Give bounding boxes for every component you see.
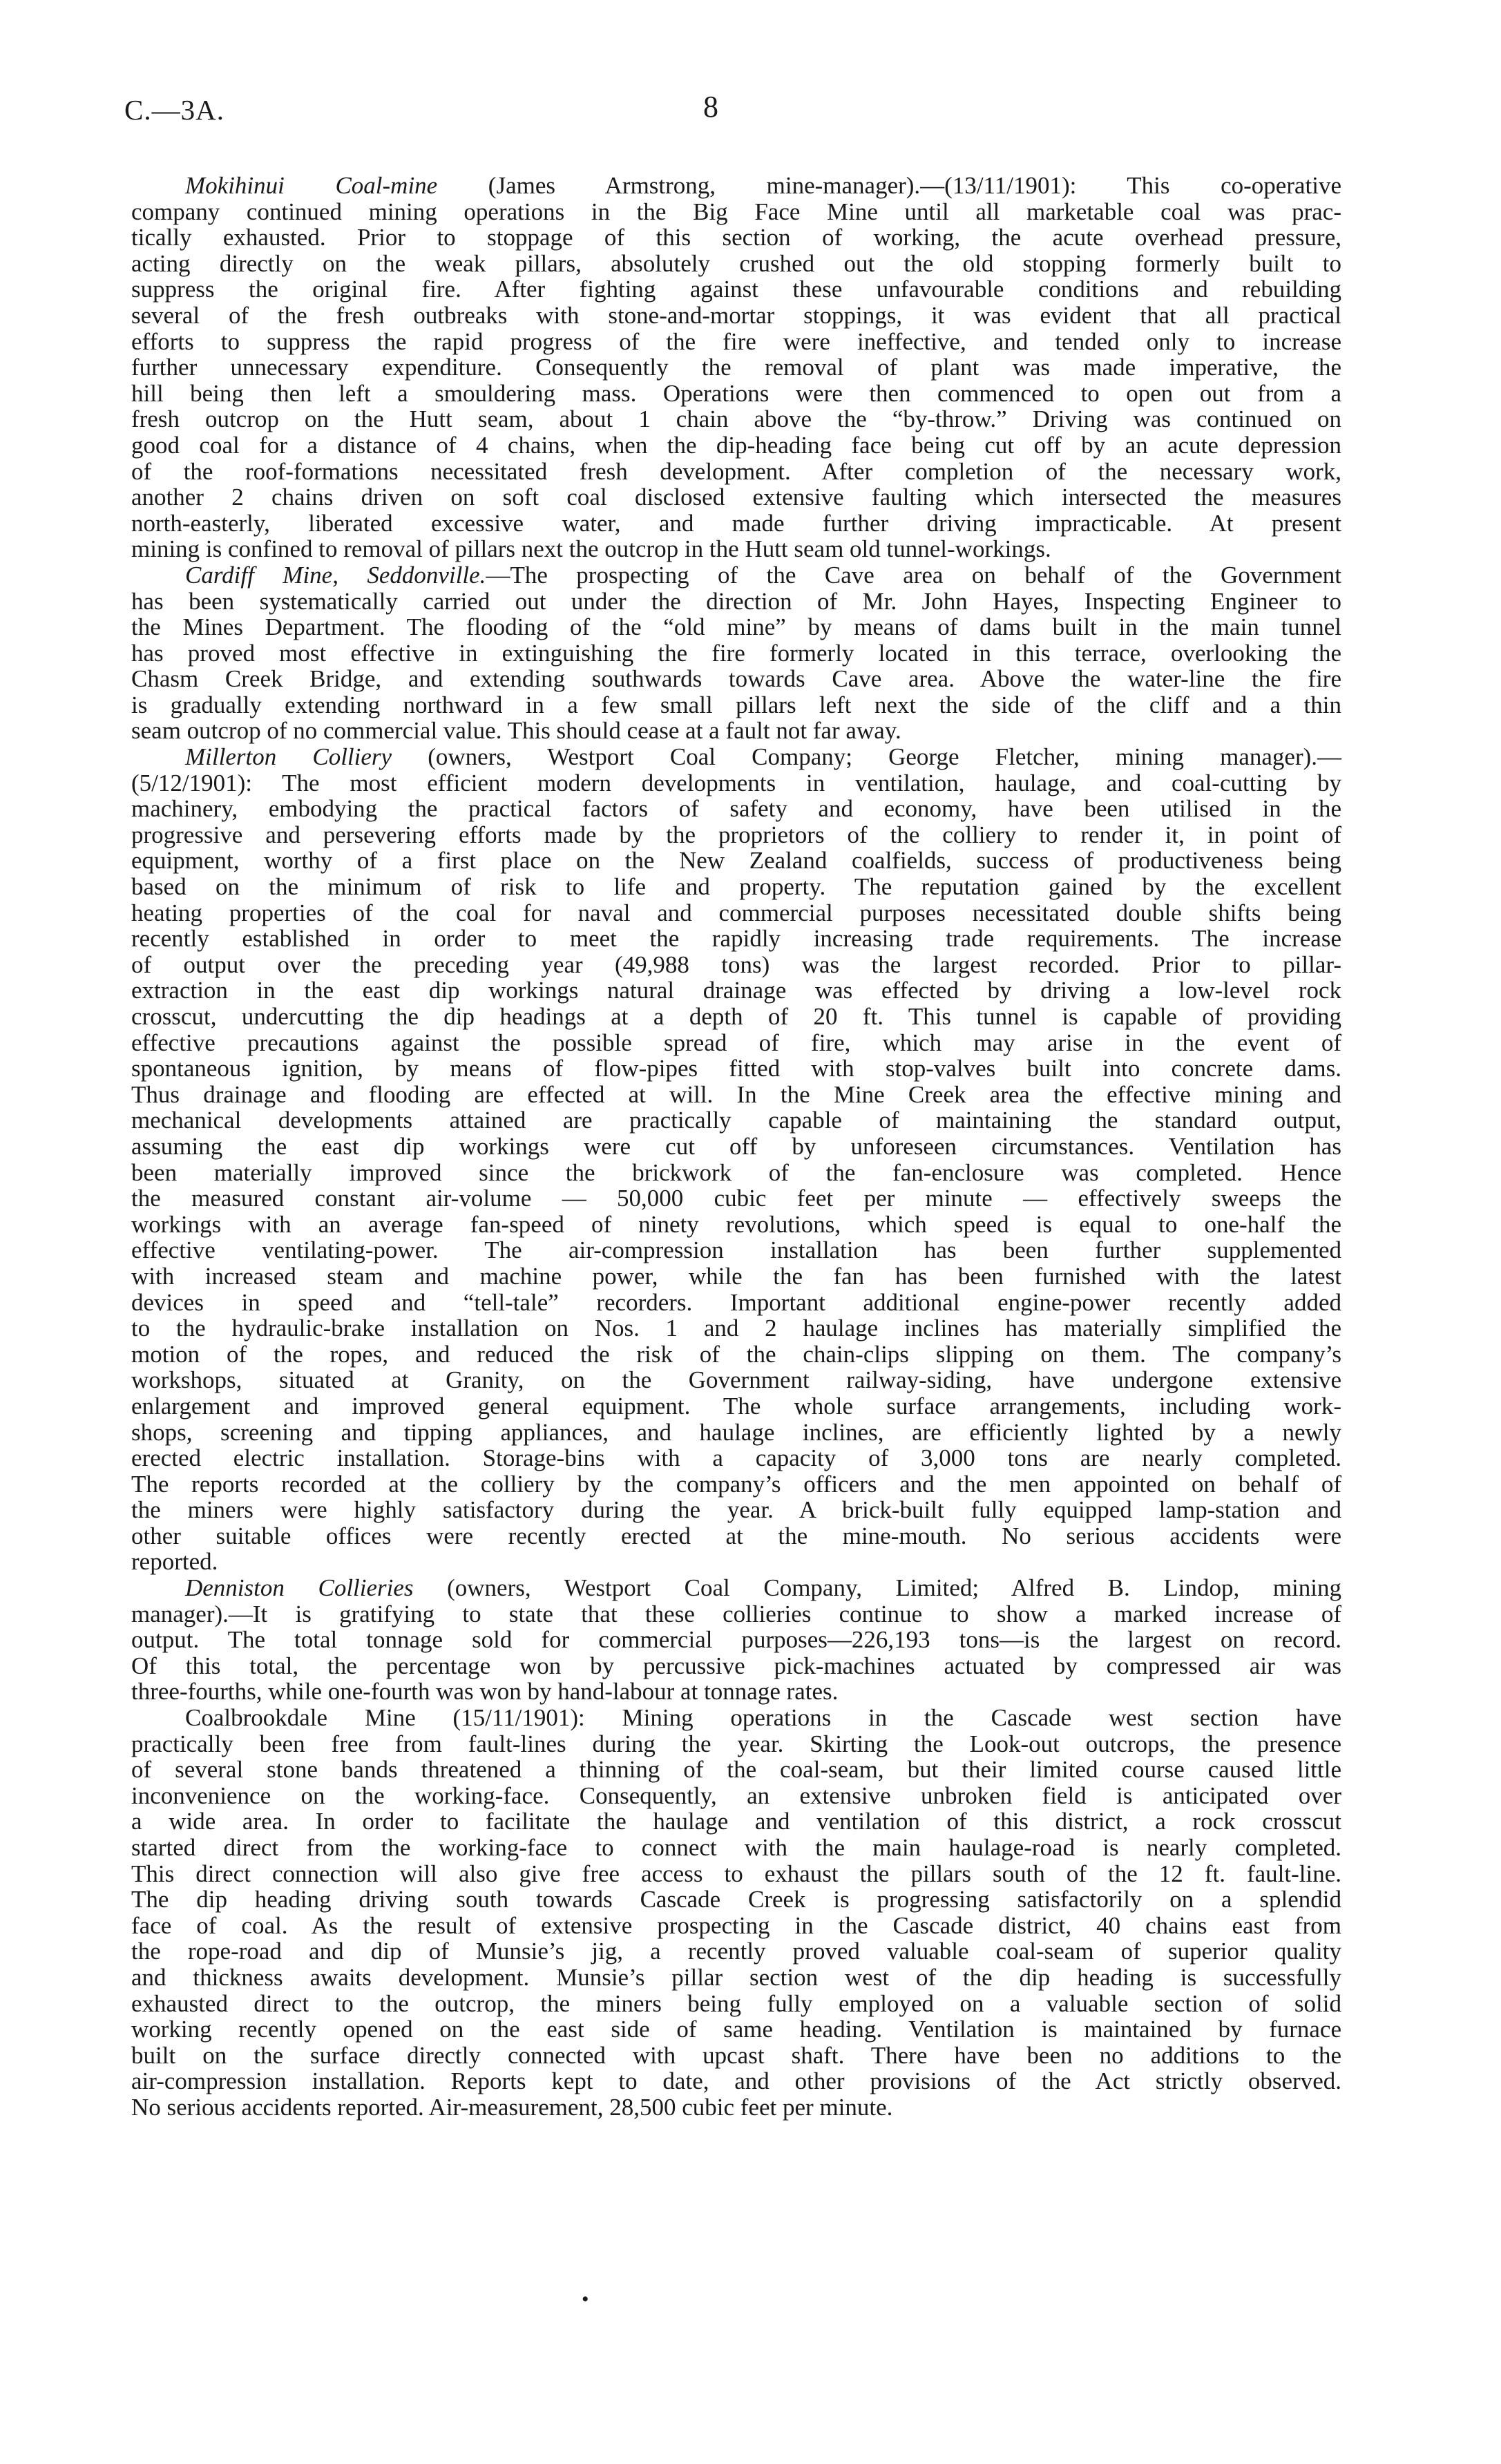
text-line: Mokihinui Coal-mine (James Armstrong, mine-manager).—(13/11/1901): This co-operative: [185, 172, 1341, 199]
text-line: to the hydraulic-brake installation on Nos. 1 and 2 haulage inclines has materially simplified the: [131, 1315, 1341, 1342]
text-line: a wide area. In order to facilitate the haulage and ventilation of this district, a rock crosscut: [131, 1808, 1341, 1835]
text-line: mechanical developments attained are practically capable of maintaining the standard output,: [131, 1107, 1341, 1134]
mine-name: Mokihinui Coal-mine: [185, 172, 438, 199]
text-line: output. The total tonnage sold for commercial purposes—226,193 tons—is the largest on record.: [131, 1626, 1341, 1654]
text-line: several of the fresh outbreaks with stone-and-mortar stoppings, it was evident that all practical: [131, 301, 1341, 329]
text-line: further unnecessary expenditure. Consequently the removal of plant was made imperative, the: [131, 354, 1341, 381]
text-line: manager).—It is gratifying to state that these collieries continue to show a marked increase of: [131, 1600, 1341, 1627]
text-line: seam outcrop of no commercial value. This should cease at a fault not far away.: [131, 717, 901, 745]
text-line: with increased steam and machine power, while the fan has been furnished with the latest: [131, 1262, 1341, 1290]
text-line: three-fourths, while one-fourth was won by hand-labour at tonnage rates.: [131, 1678, 839, 1706]
text-line: and thickness awaits development. Munsie’s pillar section west of the dip heading is successfully: [131, 1963, 1341, 1991]
text-line: exhausted direct to the outcrop, the miners being fully employed on a valuable section of solid: [131, 1989, 1341, 2017]
report-reference: C.—3A.: [124, 94, 224, 126]
paragraph-denniston: [131, 1575, 1341, 1705]
text-line: inconvenience on the working-face. Consequently, an extensive unbroken field is anticipated over: [131, 1782, 1341, 1809]
text-line: fresh outcrop on the Hutt seam, about 1 chain above the “by-throw.” Driving was continued on: [131, 405, 1341, 433]
page-number: 8: [703, 90, 718, 124]
text-line: Thus drainage and flooding are effected at will. In the Mine Creek area the effective mining and: [131, 1080, 1341, 1108]
text-line: effective ventilating-power. The air-compression installation has been further supplemented: [131, 1236, 1341, 1264]
footer-mark: •: [582, 2288, 589, 2311]
text-line: motion of the ropes, and reduced the risk of the chain-clips slipping on them. The company’s: [131, 1340, 1341, 1368]
text-line: has been systematically carried out under the direction of Mr. John Hayes, Inspecting Engineer to: [131, 587, 1341, 615]
text-line: started direct from the working-face to connect with the main haulage-road is nearly completed.: [131, 1834, 1341, 1861]
text-line: Coalbrookdale Mine (15/11/1901): Mining operations in the Cascade west section have: [185, 1704, 1341, 1732]
mine-name: Denniston Collieries: [185, 1574, 414, 1602]
text-line: Denniston Collieries (owners, Westport Coal Company, Limited; Alfred B. Lindop, mining: [185, 1574, 1341, 1602]
text-line: good coal for a distance of 4 chains, when the dip-heading face being cut off by an acute depression: [131, 431, 1341, 459]
text-line: shops, screening and tipping appliances, and haulage inclines, are efficiently lighted by a newly: [131, 1418, 1341, 1446]
text-line: another 2 chains driven on soft coal disclosed extensive faulting which intersected the measures: [131, 484, 1341, 511]
text-line: mining is confined to removal of pillars next the outcrop in the Hutt seam old tunnel-workings.: [131, 535, 1051, 563]
text-line: the Mines Department. The flooding of the “old mine” by means of dams built in the main tunnel: [131, 613, 1341, 641]
text-line: of output over the preceding year (49,988 tons) was the largest recorded. Prior to pillar-: [131, 951, 1341, 978]
text-line: progressive and persevering efforts made by the proprietors of the colliery to render it, in point of: [131, 821, 1341, 848]
text-line: north-easterly, liberated excessive water, and made further driving impracticable. At present: [131, 509, 1341, 537]
text-line: built on the surface directly connected with upcast shaft. There have been no additions to the: [131, 2041, 1341, 2069]
page-header: [124, 90, 1340, 142]
text-line: spontaneous ignition, by means of flow-pipes fitted with stop-valves built into concrete dams.: [131, 1055, 1341, 1082]
text-line: erected electric installation. Storage-bins with a capacity of 3,000 tons are nearly completed.: [131, 1444, 1341, 1472]
text-line: the rope-road and dip of Munsie’s jig, a recently proved valuable coal-seam of superior quality: [131, 1938, 1341, 1965]
text-line: assuming the east dip workings were cut off by unforeseen circumstances. Ventilation has: [131, 1132, 1341, 1160]
text-line: recently established in order to meet the rapidly increasing trade requirements. The increase: [131, 925, 1341, 953]
paragraph-coalbrookdale: [131, 1705, 1341, 2121]
text-line: reported.: [131, 1548, 218, 1576]
text-line: been materially improved since the brickwork of the fan-enclosure was completed. Hence: [131, 1158, 1341, 1186]
text-line: The dip heading driving south towards Cascade Creek is progressing satisfactorily on a splendid: [131, 1886, 1341, 1913]
text-line: No serious accidents reported. Air-measurement, 28,500 cubic feet per minute.: [131, 2093, 893, 2121]
text-line: Of this total, the percentage won by percussive pick-machines actuated by compressed air was: [131, 1652, 1341, 1679]
text-line: Chasm Creek Bridge, and extending southwards towards Cave area. Above the water-line the fire: [131, 665, 1341, 693]
text-line: working recently opened on the east side of same heading. Ventilation is maintained by furnace: [131, 2016, 1341, 2043]
paragraph-cardiff: [131, 562, 1341, 744]
text-line: Cardiff Mine, Seddonville.—The prospecting of the Cave area on behalf of the Government: [185, 561, 1342, 589]
text-line: company continued mining operations in the Big Face Mine until all marketable coal was prac-: [131, 198, 1341, 225]
text-line: machinery, embodying the practical factors of safety and economy, have been utilised in the: [131, 795, 1341, 823]
text-line: equipment, worthy of a first place on the New Zealand coalfields, success of productiveness being: [131, 847, 1341, 875]
text-line: acting directly on the weak pillars, absolutely crushed out the old stopping formerly built to: [131, 249, 1341, 277]
text-line: hill being then left a smouldering mass. Operations were then commenced to open out from a: [131, 379, 1341, 407]
mine-name: Cardiff Mine, Seddonville.: [185, 561, 486, 589]
text-line: workings with an average fan-speed of ninety revolutions, which speed is equal to one-half the: [131, 1210, 1341, 1238]
text-line: crosscut, undercutting the dip headings at a depth of 20 ft. This tunnel is capable of providing: [131, 1003, 1341, 1030]
text-line: workshops, situated at Granity, on the Government railway-siding, have undergone extensive: [131, 1366, 1341, 1394]
text-line: practically been free from fault-lines during the year. Skirting the Look-out outcrops, the presence: [131, 1730, 1341, 1757]
text-line: efforts to suppress the rapid progress of the fire were ineffective, and tended only to increase: [131, 327, 1341, 355]
text-line: other suitable offices were recently erected at the mine-mouth. No serious accidents were: [131, 1522, 1341, 1549]
text-line: enlargement and improved general equipment. The whole surface arrangements, including work-: [131, 1392, 1341, 1420]
paragraph-millerton: [131, 744, 1341, 1575]
text-line: of the roof-formations necessitated fresh development. After completion of the necessary work,: [131, 457, 1341, 485]
text-line: air-compression installation. Reports kept to date, and other provisions of the Act strictly observed.: [131, 2067, 1341, 2095]
text-line: (5/12/1901): The most efficient modern developments in ventilation, haulage, and coal-cutting by: [131, 769, 1341, 796]
text-line: the miners were highly satisfactory during the year. A brick-built fully equipped lamp-station and: [131, 1496, 1341, 1524]
text-line: This direct connection will also give free access to exhaust the pillars south of the 12 ft. fault-line.: [131, 1860, 1341, 1887]
text-line: the measured constant air-volume — 50,000 cubic feet per minute — effectively sweeps the: [131, 1185, 1341, 1212]
text-line: devices in speed and “tell-tale” recorders. Important additional engine-power recently added: [131, 1288, 1341, 1316]
mine-name: Millerton Colliery: [185, 743, 392, 771]
paragraph-mokihinui: [131, 173, 1341, 562]
text-line: Millerton Colliery (owners, Westport Coal Company; George Fletcher, mining manager).—: [185, 743, 1342, 771]
text-line: effective precautions against the possible spread of fire, which may arise in the event of: [131, 1029, 1341, 1056]
text-line: suppress the original fire. After fighting against these unfavourable conditions and rebuilding: [131, 276, 1341, 303]
text-line: of several stone bands threatened a thinning of the coal-seam, but their limited course caused little: [131, 1756, 1341, 1784]
text-line: has proved most effective in extinguishing the fire formerly located in this terrace, overlooking the: [131, 639, 1341, 667]
text-line: face of coal. As the result of extensive prospecting in the Cascade district, 40 chains east from: [131, 1911, 1341, 1939]
report-body: [131, 173, 1341, 2121]
text-line: extraction in the east dip workings natural drainage was effected by driving a low-level rock: [131, 977, 1341, 1004]
text-line: The reports recorded at the colliery by the company’s officers and the men appointed on behalf of: [131, 1470, 1341, 1498]
text-line: is gradually extending northward in a few small pillars left next the side of the cliff and a thin: [131, 691, 1341, 718]
text-line: tically exhausted. Prior to stoppage of this section of working, the acute overhead pressure,: [131, 224, 1341, 251]
text-line: based on the minimum of risk to life and property. The reputation gained by the excellent: [131, 873, 1341, 901]
text-line: heating properties of the coal for naval and commercial purposes necessitated double shifts being: [131, 899, 1341, 926]
